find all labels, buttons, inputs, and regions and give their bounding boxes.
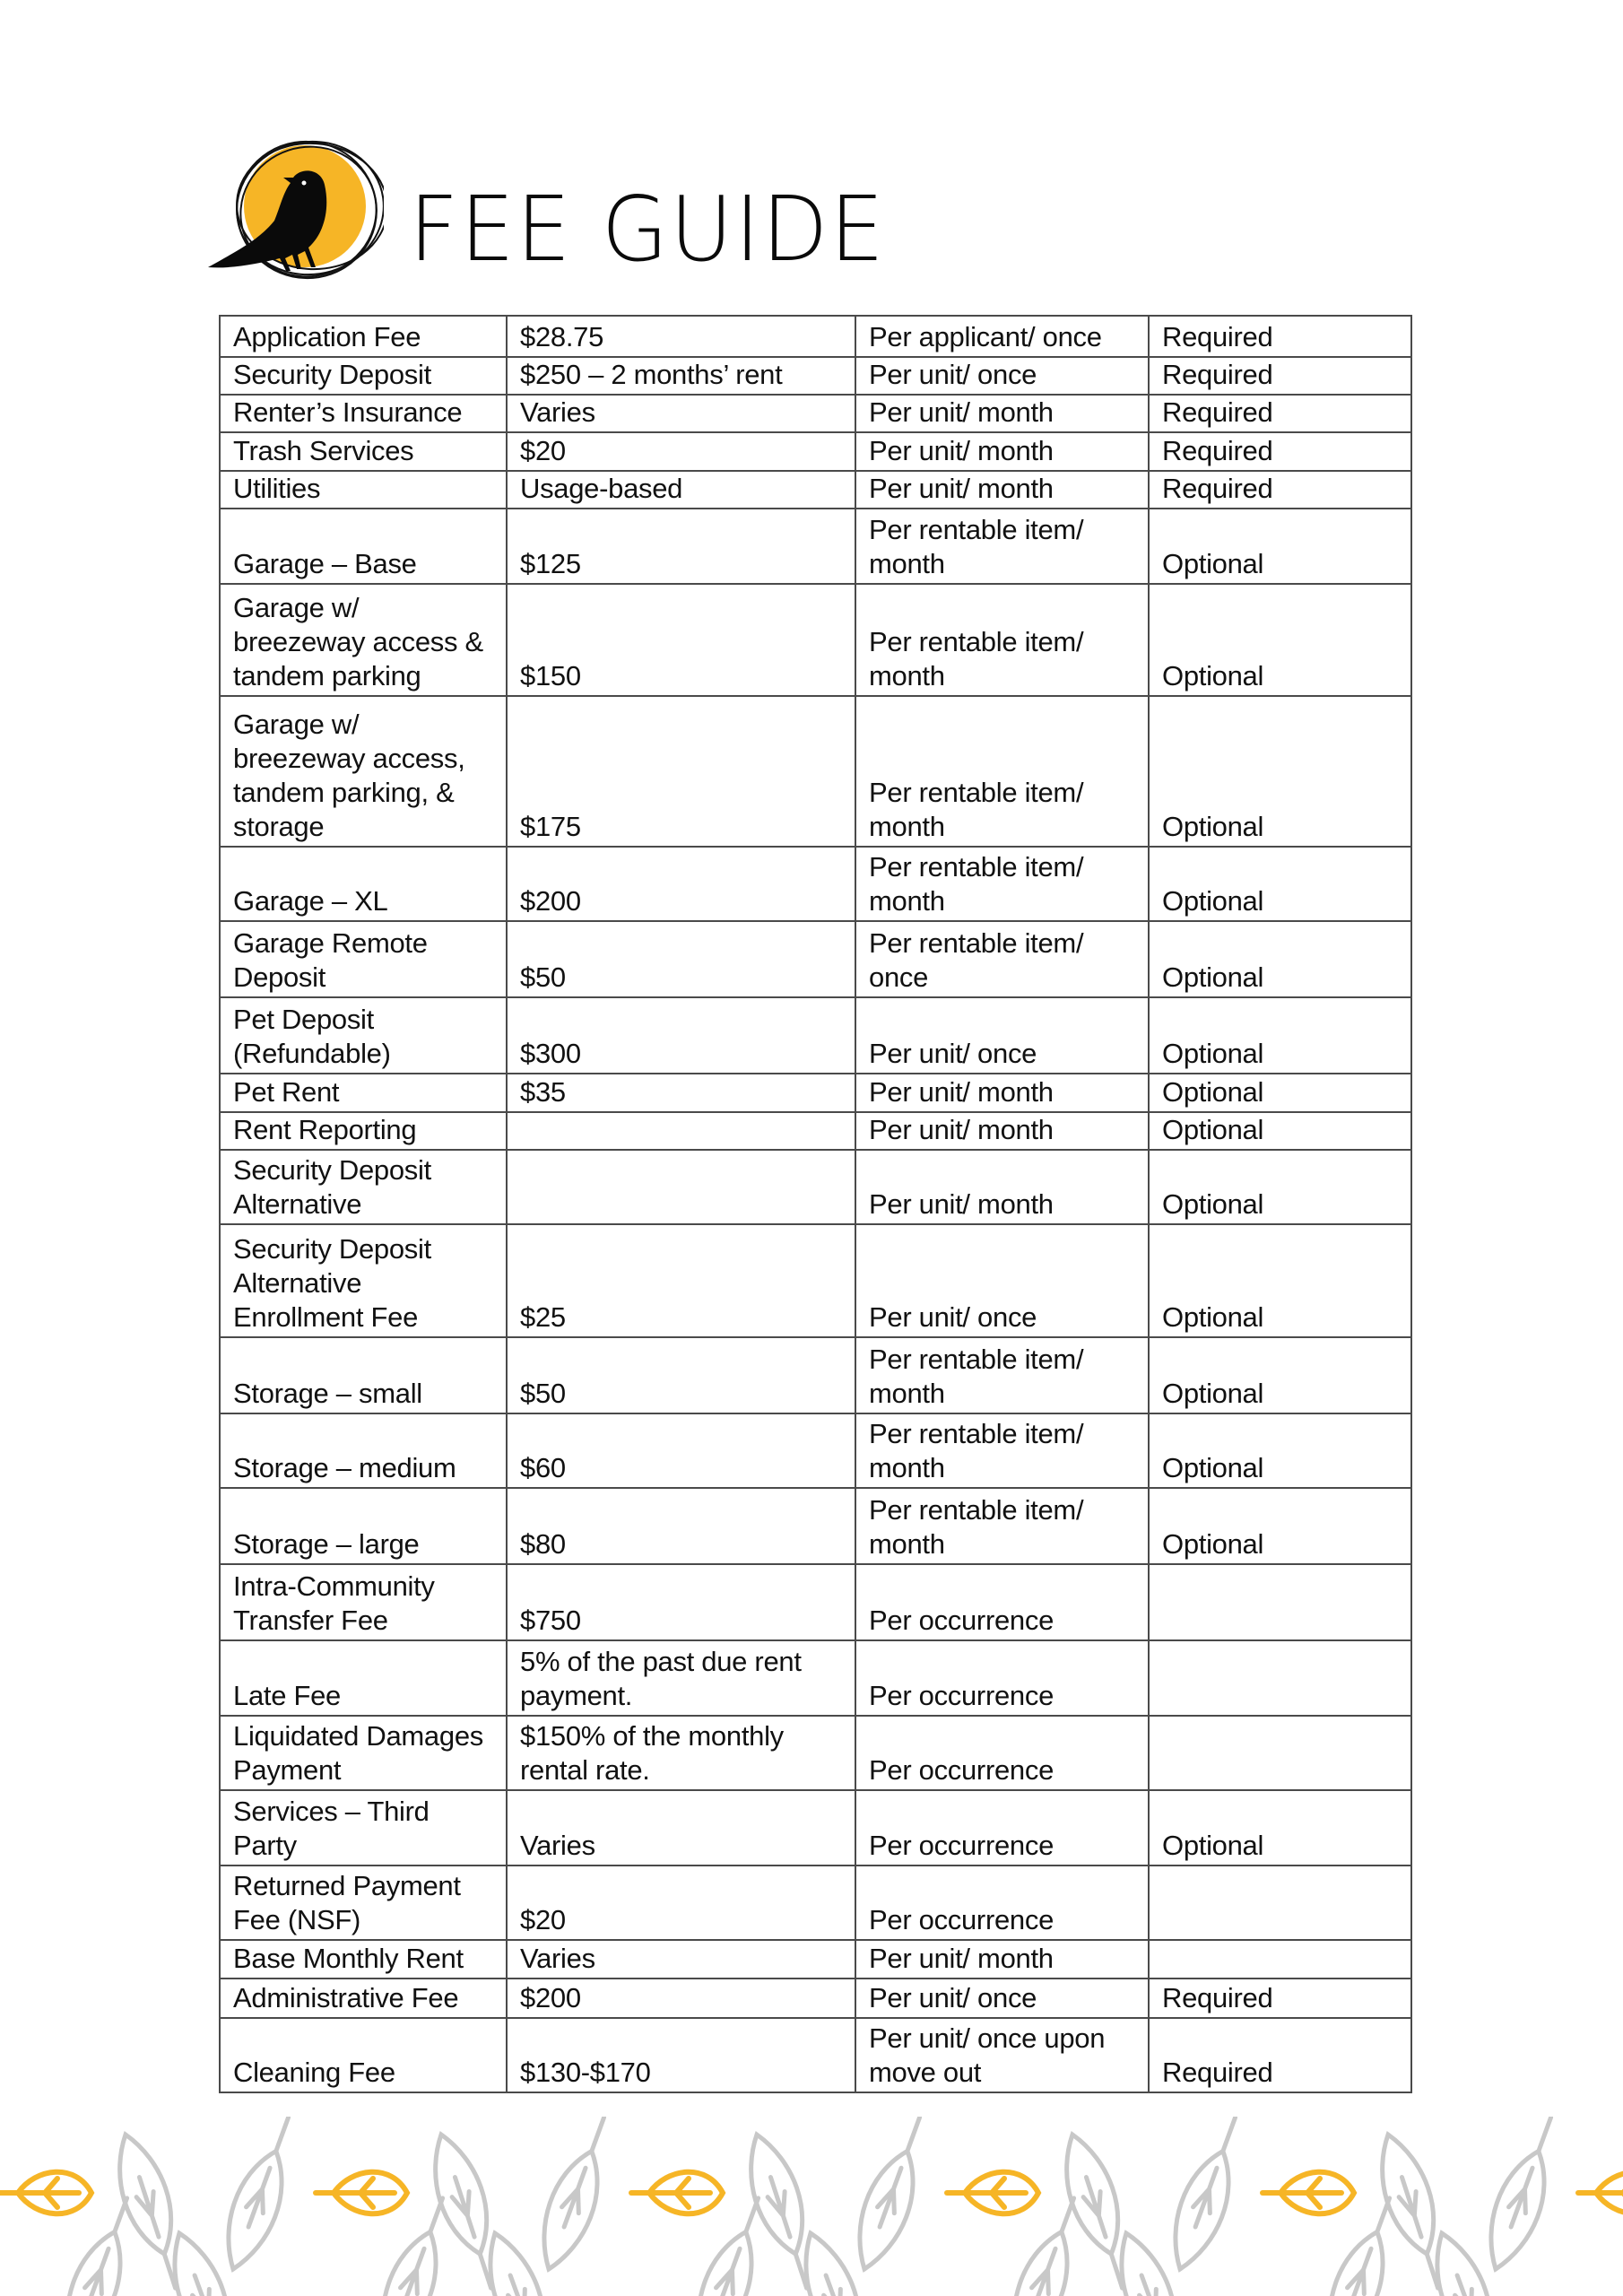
fee-amount: $750 bbox=[507, 1564, 855, 1640]
yellow-leaf-icon bbox=[1263, 2172, 1354, 2214]
fee-row bbox=[220, 395, 1411, 432]
fee-status: Optional bbox=[1149, 1488, 1411, 1564]
fee-status bbox=[1149, 1716, 1411, 1790]
fee-name: Garage w/ breezeway access & tandem parking bbox=[220, 584, 507, 696]
fee-row bbox=[220, 1337, 1411, 1413]
gray-leaf-icon bbox=[682, 2191, 778, 2296]
fee-status: Optional bbox=[1149, 1112, 1411, 1150]
fee-name: Garage – Base bbox=[220, 509, 507, 584]
gray-leaf-icon bbox=[213, 2117, 308, 2276]
fee-status: Optional bbox=[1149, 1413, 1411, 1488]
fee-frequency: Per rentable item/ once bbox=[855, 921, 1149, 997]
fee-status: Required bbox=[1149, 357, 1411, 395]
leaf-layer bbox=[0, 2117, 1623, 2296]
fee-name: Services – Third Party bbox=[220, 1790, 507, 1866]
fee-status bbox=[1149, 1564, 1411, 1640]
fee-row bbox=[220, 1112, 1411, 1150]
fee-status: Optional bbox=[1149, 584, 1411, 696]
fee-name: Garage Remote Deposit bbox=[220, 921, 507, 997]
fee-name: Security Deposit Alternative bbox=[220, 1150, 507, 1224]
fee-name: Intra-Community Transfer Fee bbox=[220, 1564, 507, 1640]
fee-frequency: Per unit/ once bbox=[855, 1224, 1149, 1337]
fee-status: Optional bbox=[1149, 1337, 1411, 1413]
fee-status bbox=[1149, 1940, 1411, 1979]
fee-status: Optional bbox=[1149, 921, 1411, 997]
fee-status: Optional bbox=[1149, 847, 1411, 921]
fee-amount bbox=[507, 1112, 855, 1150]
fee-table bbox=[219, 315, 1412, 2093]
fee-amount: $20 bbox=[507, 1866, 855, 1940]
fee-amount: Varies bbox=[507, 395, 855, 432]
gray-leaf-icon bbox=[1314, 2191, 1410, 2296]
fee-row bbox=[220, 1224, 1411, 1337]
fee-row bbox=[220, 2018, 1411, 2092]
fee-name: Garage – XL bbox=[220, 847, 507, 921]
fee-row bbox=[220, 1940, 1411, 1979]
fee-row bbox=[220, 584, 1411, 696]
fee-frequency: Per unit/ month bbox=[855, 1112, 1149, 1150]
yellow-leaf-icon bbox=[947, 2172, 1038, 2214]
gray-leaf-icon bbox=[998, 2191, 1094, 2296]
fee-frequency: Per rentable item/ month bbox=[855, 1413, 1149, 1488]
fee-amount: $60 bbox=[507, 1413, 855, 1488]
fee-frequency: Per occurrence bbox=[855, 1564, 1149, 1640]
fee-amount: $250 – 2 months’ rent bbox=[507, 357, 855, 395]
fee-status: Optional bbox=[1149, 997, 1411, 1074]
gray-leaf-icon bbox=[1475, 2117, 1571, 2276]
fee-row bbox=[220, 696, 1411, 847]
fee-amount: $125 bbox=[507, 509, 855, 584]
leaf-pattern-decoration bbox=[0, 2117, 1623, 2296]
yellow-leaf-icon bbox=[0, 2172, 91, 2214]
fee-status bbox=[1149, 1640, 1411, 1716]
fee-amount: $50 bbox=[507, 1337, 855, 1413]
fee-frequency: Per unit/ once bbox=[855, 997, 1149, 1074]
fee-amount bbox=[507, 1150, 855, 1224]
fee-name: Cleaning Fee bbox=[220, 2018, 507, 2092]
fee-frequency: Per unit/ month bbox=[855, 471, 1149, 509]
fee-amount: $200 bbox=[507, 1979, 855, 2018]
fee-frequency: Per rentable item/ month bbox=[855, 509, 1149, 584]
fee-frequency: Per unit/ once upon move out bbox=[855, 2018, 1149, 2092]
yellow-leaf-icon bbox=[631, 2172, 723, 2214]
bird-eye bbox=[302, 181, 307, 186]
fee-amount: $175 bbox=[507, 696, 855, 847]
fee-name: Storage – large bbox=[220, 1488, 507, 1564]
fee-row bbox=[220, 1640, 1411, 1716]
fee-row bbox=[220, 997, 1411, 1074]
fee-status: Required bbox=[1149, 2018, 1411, 2092]
fee-row bbox=[220, 432, 1411, 471]
fee-status: Required bbox=[1149, 471, 1411, 509]
page-title: FEE GUIDE bbox=[409, 177, 886, 282]
fee-amount: $20 bbox=[507, 432, 855, 471]
fee-status: Optional bbox=[1149, 1790, 1411, 1866]
fee-table-body bbox=[220, 316, 1411, 2092]
fee-frequency: Per unit/ month bbox=[855, 432, 1149, 471]
fee-name: Security Deposit Alternative Enrollment Fee bbox=[220, 1224, 507, 1337]
fee-name: Late Fee bbox=[220, 1640, 507, 1716]
fee-name: Renter’s Insurance bbox=[220, 395, 507, 432]
fee-amount: $35 bbox=[507, 1074, 855, 1112]
fee-frequency: Per unit/ month bbox=[855, 1150, 1149, 1224]
fee-amount: $80 bbox=[507, 1488, 855, 1564]
fee-frequency: Per unit/ month bbox=[855, 1074, 1149, 1112]
fee-name: Storage – medium bbox=[220, 1413, 507, 1488]
fee-frequency: Per unit/ once bbox=[855, 357, 1149, 395]
fee-frequency: Per unit/ month bbox=[855, 395, 1149, 432]
fee-frequency: Per rentable item/ month bbox=[855, 584, 1149, 696]
fee-row bbox=[220, 316, 1411, 357]
fee-status: Required bbox=[1149, 316, 1411, 357]
fee-frequency: Per occurrence bbox=[855, 1790, 1149, 1866]
fee-name: Pet Rent bbox=[220, 1074, 507, 1112]
fee-name: Application Fee bbox=[220, 316, 507, 357]
fee-row bbox=[220, 847, 1411, 921]
fee-amount: $28.75 bbox=[507, 316, 855, 357]
fee-amount: $200 bbox=[507, 847, 855, 921]
fee-frequency: Per unit/ month bbox=[855, 1940, 1149, 1979]
fee-name: Trash Services bbox=[220, 432, 507, 471]
fee-amount: $300 bbox=[507, 997, 855, 1074]
fee-frequency: Per occurrence bbox=[855, 1640, 1149, 1716]
fee-row bbox=[220, 1866, 1411, 1940]
gray-leaf-icon bbox=[528, 2117, 624, 2276]
gray-leaf-icon bbox=[51, 2191, 147, 2296]
fee-row bbox=[220, 357, 1411, 395]
fee-row bbox=[220, 1074, 1411, 1112]
fee-row bbox=[220, 1413, 1411, 1488]
yellow-leaf-icon bbox=[316, 2172, 407, 2214]
fee-row bbox=[220, 1979, 1411, 2018]
fee-status: Optional bbox=[1149, 1074, 1411, 1112]
fee-name: Garage w/ breezeway access, tandem parking, & storage bbox=[220, 696, 507, 847]
fee-amount: Varies bbox=[507, 1790, 855, 1866]
fee-status: Required bbox=[1149, 432, 1411, 471]
fee-row bbox=[220, 1488, 1411, 1564]
fee-row bbox=[220, 1716, 1411, 1790]
fee-row bbox=[220, 1790, 1411, 1866]
fee-frequency: Per applicant/ once bbox=[855, 316, 1149, 357]
fee-name: Utilities bbox=[220, 471, 507, 509]
fee-name: Storage – small bbox=[220, 1337, 507, 1413]
fee-amount: $150% of the monthly rental rate. bbox=[507, 1716, 855, 1790]
fee-row bbox=[220, 509, 1411, 584]
fee-status: Optional bbox=[1149, 509, 1411, 584]
fee-name: Liquidated Damages Payment bbox=[220, 1716, 507, 1790]
yellow-leaf-icon bbox=[1578, 2172, 1623, 2214]
fee-status: Optional bbox=[1149, 1150, 1411, 1224]
fee-row bbox=[220, 471, 1411, 509]
fee-name: Administrative Fee bbox=[220, 1979, 507, 2018]
fee-status bbox=[1149, 1866, 1411, 1940]
fee-status: Optional bbox=[1149, 696, 1411, 847]
gray-leaf-icon bbox=[844, 2117, 940, 2276]
fee-amount: $25 bbox=[507, 1224, 855, 1337]
fee-row bbox=[220, 921, 1411, 997]
fee-name: Rent Reporting bbox=[220, 1112, 507, 1150]
fee-amount: Usage-based bbox=[507, 471, 855, 509]
fee-frequency: Per rentable item/ month bbox=[855, 847, 1149, 921]
fee-frequency: Per occurrence bbox=[855, 1716, 1149, 1790]
fee-status: Required bbox=[1149, 1979, 1411, 2018]
fee-frequency: Per rentable item/ month bbox=[855, 1488, 1149, 1564]
fee-name: Pet Deposit (Refundable) bbox=[220, 997, 507, 1074]
fee-frequency: Per occurrence bbox=[855, 1866, 1149, 1940]
fee-amount: Varies bbox=[507, 1940, 855, 1979]
fee-name: Security Deposit bbox=[220, 357, 507, 395]
fee-row bbox=[220, 1150, 1411, 1224]
fee-frequency: Per rentable item/ month bbox=[855, 696, 1149, 847]
fee-status: Required bbox=[1149, 395, 1411, 432]
fee-amount: $150 bbox=[507, 584, 855, 696]
fee-amount: 5% of the past due rent payment. bbox=[507, 1640, 855, 1716]
fee-amount: $130-$170 bbox=[507, 2018, 855, 2092]
fee-name: Base Monthly Rent bbox=[220, 1940, 507, 1979]
fee-row bbox=[220, 1564, 1411, 1640]
gray-leaf-icon bbox=[1159, 2117, 1255, 2276]
bird-logo-icon bbox=[204, 133, 384, 285]
fee-amount: $50 bbox=[507, 921, 855, 997]
fee-frequency: Per unit/ once bbox=[855, 1979, 1149, 2018]
fee-frequency: Per rentable item/ month bbox=[855, 1337, 1149, 1413]
fee-status: Optional bbox=[1149, 1224, 1411, 1337]
gray-leaf-icon bbox=[367, 2191, 463, 2296]
fee-name: Returned Payment Fee (NSF) bbox=[220, 1866, 507, 1940]
